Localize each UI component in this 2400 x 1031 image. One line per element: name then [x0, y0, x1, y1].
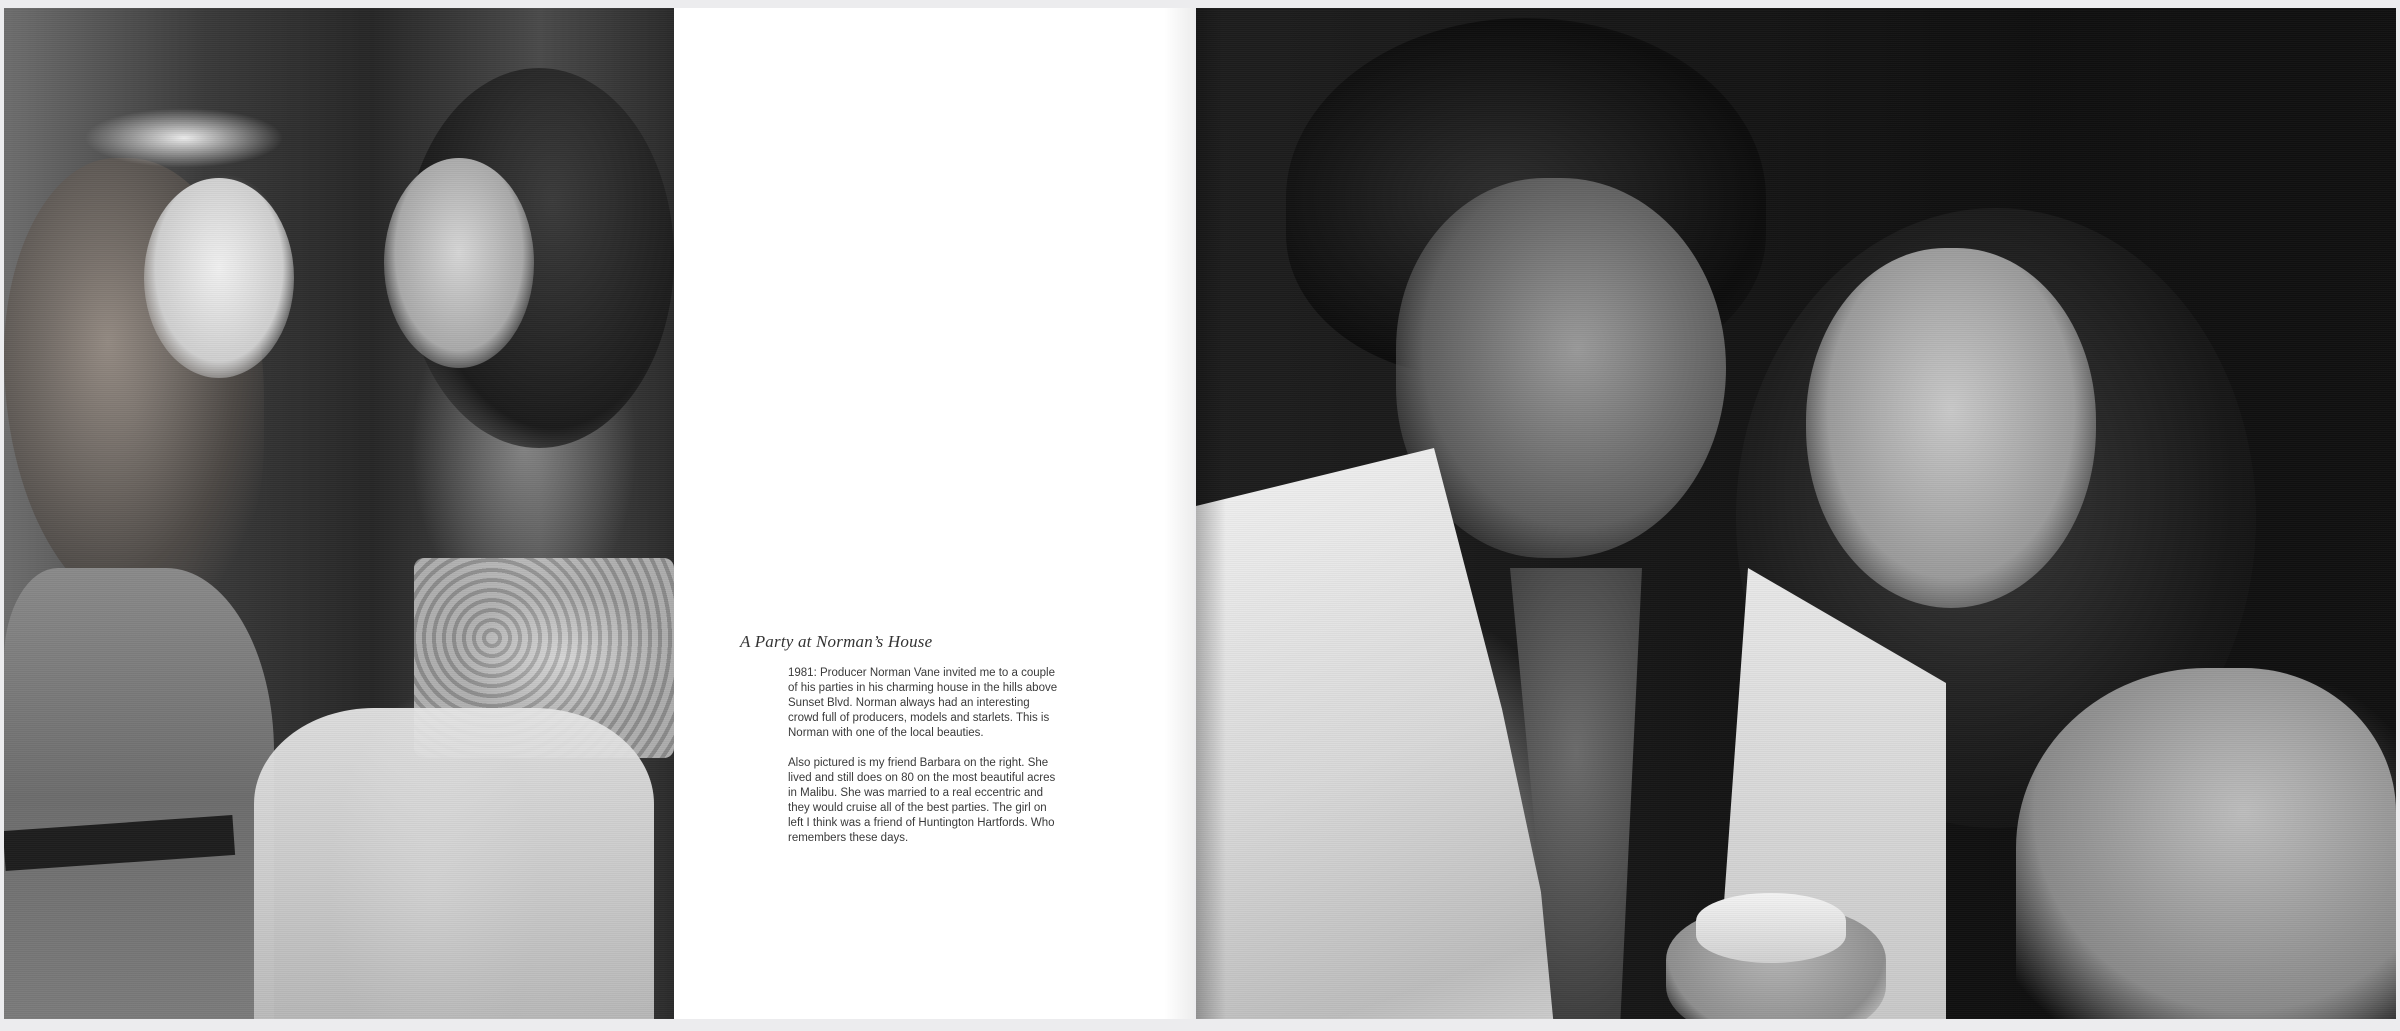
left-photo [4, 8, 674, 1019]
caption-paragraph: Also pictured is my friend Barbara on the right. She lived and still does on 80 on the most beautiful acres in Malibu. She was married to a real eccentric and they would cruise all of the best parties. The girl on left I think was a friend of Huntington Hartfords. Who remembers these days. [788, 757, 1056, 844]
gutter-shadow [1196, 8, 1226, 1019]
right-page [1196, 8, 2396, 1019]
photo-region-cup [1696, 893, 1846, 963]
right-photo [1196, 8, 2396, 1019]
caption-block [740, 632, 1060, 861]
photo-region-face-right [384, 158, 534, 368]
caption-paragraph: 1981: Producer Norman Vane invited me to a couple of his parties in his charming house in the hills above Sunset Blvd. Norman always had an interesting crowd full of producers, models and starlets. This is Norman with one of the local beauties. [788, 667, 1058, 739]
photo-region-hair-bow [84, 108, 284, 168]
caption-body [788, 666, 1058, 846]
left-page [4, 8, 1194, 1019]
photo-region-woman-shoulder [2016, 668, 2396, 1019]
gutter-shadow [1164, 8, 1194, 1019]
caption-title: A Party at Norman’s House [740, 632, 933, 651]
photo-region-woman-face [1806, 248, 2096, 608]
photo-region-face-left [144, 178, 294, 378]
photo-region-top-left [4, 568, 274, 1019]
photo-region-skirt [254, 708, 654, 1019]
